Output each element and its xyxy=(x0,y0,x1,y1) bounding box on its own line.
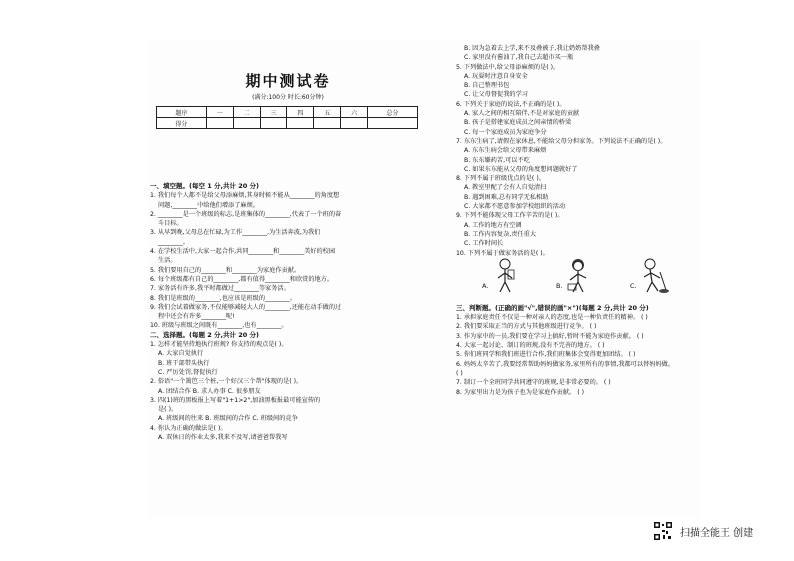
section-heading: 二、选择题。(每题 2 分,共计 20 分) xyxy=(150,330,260,339)
question-line: 3. 从早到晚,父母总在忙碌,为工作________,为生活奔波,为我们 xyxy=(150,229,321,237)
question-line: ( ) xyxy=(456,369,463,377)
question-line: 6. 下列关于家庭的说法,不正确的是( )。 xyxy=(456,100,566,108)
score-header-cell: 题序 xyxy=(157,107,207,118)
question-line: 5. 你们班同学和我们班进行合作,我们班集体会变得更加团结。 ( ) xyxy=(456,351,636,359)
exam-sheet xyxy=(148,40,700,518)
question-line: 8. 我们是班级的________,也应该是班级的________。 xyxy=(150,294,296,302)
question-line: 2. ________是一个班级的标志,是班集体的________,代表了一个班的奋 xyxy=(150,210,342,218)
question-line: 3. 四(1)班的黑板报上写着"1+1>2",加油黑板报最可能宣传的 xyxy=(150,396,321,404)
figure-options xyxy=(456,258,700,304)
score-header-cell: 总分 xyxy=(368,107,418,118)
score-cell xyxy=(233,118,260,129)
question-line: C. 让父母督促我的学习 xyxy=(464,91,528,99)
question-line: 斗目标。 xyxy=(158,220,183,228)
question-line: 8. 为家里出力是为孩子也为是家庭作贡献。 ( ) xyxy=(456,388,585,396)
right-column xyxy=(456,44,700,397)
exam-subtitle: (满分:100分 时长:60分钟) xyxy=(252,94,324,101)
question-line: 7. 家务活有许多,我平时都做过________等家务活。 xyxy=(150,285,290,293)
question-line: B. 遇到困难,总有同学无私相助 xyxy=(464,193,549,201)
question-line: 10. 下列不属于做家务活的是( )。 xyxy=(456,249,549,257)
figure-option-b: B. xyxy=(556,281,563,290)
score-cell xyxy=(368,118,418,129)
question-line: 9. 下列不能体现父母工作辛苦的是( )。 xyxy=(456,212,564,220)
question-line: A. 大家自觉执行 xyxy=(158,350,204,358)
score-cell xyxy=(341,118,368,129)
score-row-label: 得分 xyxy=(157,118,207,129)
figure-option-a: A. xyxy=(482,281,489,290)
question-line: B. 工作内容复杂,责任重大 xyxy=(464,230,537,238)
question-line: 10. 班级与班级之间既有________,也有________。 xyxy=(150,322,288,330)
scanner-watermark: 扫描全能王 创建 xyxy=(680,528,754,539)
child-figure-b-icon xyxy=(566,258,590,294)
page-title: 期中测试卷 xyxy=(245,72,331,90)
question-line: B. 孩子是搭建家庭成员之间亲情的桥梁 xyxy=(464,119,572,127)
score-cell xyxy=(260,118,287,129)
question-line: 是( )。 xyxy=(158,406,178,414)
question-line: C. 如果东东能从父母的角度想问题就好了 xyxy=(464,165,578,173)
question-line: 6. 每个班级都有自己的________,都有值得________和欣赏的地方。 xyxy=(150,275,334,283)
score-header-cell: 一 xyxy=(206,107,233,118)
question-line: C. 每一个家庭成员为家庭争分 xyxy=(464,128,547,136)
score-table-header xyxy=(157,107,418,118)
score-header-cell: 六 xyxy=(341,107,368,118)
question-line: 1. 怎样才能坚持地执行班规? 你支持的观点是( )。 xyxy=(150,341,288,349)
question-line: A. 玩耍时注意自身安全 xyxy=(464,72,528,80)
question-line: ________。 xyxy=(158,238,189,246)
score-header-cell: 五 xyxy=(314,107,341,118)
question-line: C. 大家都不愿意参加学校组织的活动 xyxy=(464,203,566,211)
question-line: 5. 下列做法中,给父母添麻烦的是( )。 xyxy=(456,63,560,71)
figure-option-c: C. xyxy=(630,281,637,290)
question-line: 4. 在学校生活中,大家一起合作,共同________和________美好的校园 xyxy=(150,248,336,256)
question-line: 2. 我们要采取正当的方式与其他班级进行竞争。 ( ) xyxy=(456,323,597,331)
score-cell xyxy=(314,118,341,129)
question-line: 问题,________中给他们增添了麻烦。 xyxy=(158,201,259,209)
score-cell xyxy=(287,118,314,129)
question-line: B. 东东嫌药苦,可以不吃 xyxy=(464,156,530,164)
question-line: 6. 妈妈太辛苦了,我要经常帮助妈妈做家务,家里所有的事情,我都可以替妈妈做。 xyxy=(456,360,674,368)
score-header-cell: 二 xyxy=(233,107,260,118)
question-line: C. 严厉处罚,督促执行 xyxy=(158,368,218,376)
question-line: A. 东东生病会给父母带来麻烦 xyxy=(464,147,547,155)
section-heading: 一、填空题。(每空 1 分,共计 20 分) xyxy=(150,182,260,190)
question-line: A. 工作的地方有空调 xyxy=(464,221,522,229)
question-line: 1. 我们每个人都不是给父母添麻烦,其身时候不能从________的角度想 xyxy=(150,192,340,200)
question-line: A. 班级间的往来 B. 班级间的合作 C. 班级间的竞争 xyxy=(158,415,298,423)
question-line: A. 教室里配了会有人自觉清扫 xyxy=(464,184,547,192)
question-line: 4. 你认为正确的做法是( )。 xyxy=(150,424,227,432)
question-line: A. 家人之间的相互陪伴,不是对家庭的贡献 xyxy=(464,110,580,118)
question-line: B. 自己整理书包 xyxy=(464,82,510,90)
question-line: 1. 承担家庭责任不仅是一种对亲人的态度,也是一种负责任的精神。 ( ) xyxy=(456,314,648,322)
question-line: 生活。 xyxy=(158,257,177,265)
left-column xyxy=(150,182,420,442)
section-heading: 三、判断题。(正确的画"√",错误的画"×")(每题 2 分,共计 20 分) xyxy=(456,303,649,312)
question-line: B. 因为急着去上学,来不及叠被子,我让奶奶帮我叠 xyxy=(464,45,600,52)
question-line: 2. 俗语"一个篱笆三个桩,一个好汉三个帮"体现的是( )。 xyxy=(150,378,303,386)
question-line: C. 家里没有酱油了,我自己去超市买一瓶 xyxy=(464,54,574,62)
question-line: B. 班干部带头执行 xyxy=(158,359,210,367)
score-table-row xyxy=(157,118,418,129)
question-line: 5. 我们要用自己的________和________为家庭作贡献。 xyxy=(150,266,301,274)
score-header-cell: 四 xyxy=(287,107,314,118)
question-line: 程中还会有许多________呢! xyxy=(158,313,235,321)
question-line: 3. 作为家中的一员,我们要在学习上搞好,暂时不能为家庭作贡献。 ( ) xyxy=(456,332,644,340)
score-cell xyxy=(206,118,233,129)
question-line: A. 团结合作 B. 求人办事 C. 很多朋友 xyxy=(158,387,261,395)
child-figure-a-icon xyxy=(494,258,516,294)
question-line: A. 双休日的作业太多,我来不及写,请爸爸帮我写 xyxy=(158,434,288,442)
question-line: 8. 下列不属于班级优点的是( )。 xyxy=(456,175,545,183)
child-figure-c-icon xyxy=(640,258,670,294)
score-header-cell: 三 xyxy=(260,107,287,118)
question-line: 9. 我们会试着做家务,不仅能够减轻大人的________,还能在动手做的过 xyxy=(150,303,342,311)
question-line: 7. 制订一个全班同学共同遵守的班规,是非常必要的。 ( ) xyxy=(456,379,611,387)
question-line: 7. 东东生病了,请假在家休息,不能给父母分担家务。下列说法不正确的是( )。 xyxy=(456,137,667,145)
score-table xyxy=(156,106,418,129)
question-line: C. 工作时间长 xyxy=(464,240,504,248)
question-line: 4. 大家一起讨论、制订的班规,没有不完善的地方。 ( ) xyxy=(456,342,605,350)
qr-code-icon xyxy=(654,522,672,540)
